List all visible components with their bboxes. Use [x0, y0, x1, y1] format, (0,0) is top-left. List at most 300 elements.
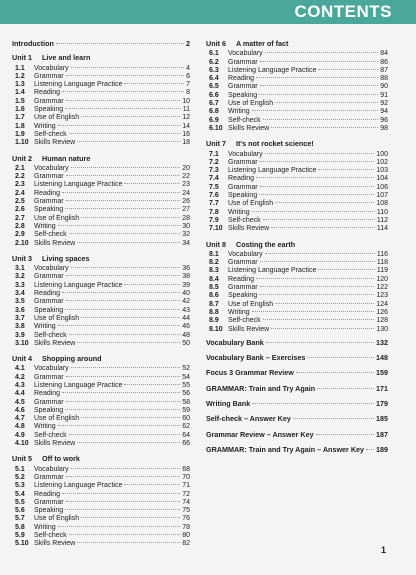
dot-leader: [124, 384, 180, 385]
toc-entry[interactable]: [12, 223, 190, 231]
section-label: Grammar: [34, 498, 64, 506]
toc-entry[interactable]: [12, 265, 190, 273]
extra-label: Writing Bank: [206, 398, 251, 408]
section-number: 6.7: [209, 100, 219, 108]
toc-entry[interactable]: [12, 307, 190, 315]
toc-entry[interactable]: [12, 482, 190, 490]
extra-page: 171: [376, 383, 388, 393]
toc-entry[interactable]: [12, 89, 190, 97]
dot-leader: [62, 392, 180, 393]
section-number: 8.5: [209, 284, 219, 292]
dot-leader: [58, 425, 181, 426]
page-number: 1: [380, 545, 386, 555]
section-page: 8: [186, 89, 190, 97]
toc-entry[interactable]: [206, 108, 388, 116]
toc-entry[interactable]: [12, 131, 190, 139]
dot-leader: [66, 275, 181, 276]
section-label: Reading: [34, 390, 61, 398]
toc-entry[interactable]: [12, 466, 190, 474]
extra-label: GRAMMAR: Train and Try Again – Answer Key: [206, 444, 365, 454]
toc-entry[interactable]: [12, 114, 190, 122]
extra-page: 179: [376, 398, 388, 408]
toc-entry[interactable]: [12, 474, 190, 482]
toc-entry[interactable]: [206, 209, 388, 217]
section-page: 102: [376, 158, 388, 166]
toc-entry[interactable]: [12, 215, 190, 223]
dot-leader: [318, 169, 374, 170]
toc-entry[interactable]: [12, 98, 190, 106]
toc-entry[interactable]: [12, 231, 190, 239]
dot-leader: [62, 91, 184, 92]
dot-leader: [318, 269, 374, 270]
unit-number: Unit 6: [206, 39, 226, 48]
dot-leader: [260, 85, 379, 86]
section-label: Grammar: [228, 83, 258, 91]
extra-label: Grammar Review – Answer Key: [206, 429, 314, 439]
section-page: 18: [182, 139, 190, 147]
toc-entry[interactable]: [206, 175, 388, 183]
dot-leader: [71, 167, 181, 168]
section-label: Writing: [228, 208, 250, 216]
toc-entry[interactable]: [12, 173, 190, 181]
toc-entry[interactable]: [12, 65, 190, 73]
section-page: 56: [182, 390, 190, 398]
dot-leader: [69, 334, 181, 335]
dot-leader: [66, 100, 181, 101]
section-label: Listening Language Practice: [34, 381, 123, 389]
section-label: Vocabulary: [228, 250, 263, 258]
section-number: 5.8: [15, 523, 25, 531]
section-page: 66: [182, 440, 190, 448]
section-number: 7.8: [209, 208, 219, 216]
section-page: 26: [182, 198, 190, 206]
dot-leader: [260, 161, 375, 162]
section-label: Grammar: [34, 173, 64, 181]
section-label: Self-check: [34, 130, 67, 138]
unit-title: Live and learn: [42, 53, 91, 63]
toc-entry[interactable]: [12, 499, 190, 507]
toc-entry[interactable]: [12, 298, 190, 306]
section-number: 6.9: [209, 116, 219, 124]
dot-leader: [256, 177, 374, 178]
toc-entry[interactable]: [12, 374, 190, 382]
toc-entry[interactable]: [12, 415, 190, 423]
section-number: 5.10: [15, 540, 29, 548]
section-label: Speaking: [34, 406, 64, 414]
section-number: 8.8: [209, 308, 219, 316]
dot-leader: [316, 434, 374, 435]
dot-leader: [69, 133, 181, 134]
toc-entry[interactable]: [206, 184, 388, 192]
dot-leader: [66, 501, 181, 502]
toc-entry[interactable]: [206, 317, 388, 325]
section-number: 6.6: [209, 91, 219, 99]
section-label: Listening Language Practice: [34, 81, 123, 89]
unit-heading: [206, 140, 388, 148]
section-label: Use of English: [34, 314, 80, 322]
dot-leader: [124, 83, 184, 84]
section-page: 87: [380, 66, 388, 74]
section-label: Use of English: [34, 214, 80, 222]
section-page: 114: [376, 225, 388, 233]
toc-entry[interactable]: [12, 73, 190, 81]
section-label: Vocabulary: [34, 365, 69, 373]
toc-entry[interactable]: [206, 225, 388, 233]
toc-extra-entry[interactable]: [206, 446, 388, 454]
section-page: 38: [182, 273, 190, 281]
toc-entry[interactable]: [12, 323, 190, 331]
section-label: Self-check: [228, 116, 261, 124]
intro-page: 2: [186, 39, 190, 48]
extra-page: 132: [376, 337, 388, 347]
section-number: 7.4: [209, 175, 219, 183]
section-number: 4.5: [15, 398, 25, 406]
toc-extra-entry[interactable]: [206, 400, 388, 408]
dot-leader: [81, 317, 180, 318]
section-page: 124: [376, 300, 388, 308]
section-label: Writing: [34, 122, 56, 130]
dot-leader: [271, 328, 374, 329]
dot-leader: [77, 342, 180, 343]
toc-entry[interactable]: [206, 301, 388, 309]
section-page: 82: [182, 540, 190, 548]
section-number: 1.1: [15, 64, 25, 72]
section-label: Self-check: [34, 231, 67, 239]
dot-leader: [56, 43, 184, 44]
section-number: 2.2: [15, 173, 25, 181]
section-number: 5.2: [15, 473, 25, 481]
dot-leader: [263, 219, 375, 220]
toc-entry[interactable]: [12, 181, 190, 189]
extra-page: 185: [376, 414, 388, 424]
section-page: 32: [182, 231, 190, 239]
section-page: 72: [182, 490, 190, 498]
section-number: 3.3: [15, 281, 25, 289]
section-number: 1.7: [15, 114, 25, 122]
section-page: 112: [376, 216, 388, 224]
section-page: 46: [182, 323, 190, 331]
section-number: 8.10: [209, 325, 223, 333]
section-number: 4.3: [15, 381, 25, 389]
toc-entry[interactable]: [206, 292, 388, 300]
toc-entry[interactable]: [206, 217, 388, 225]
section-label: Vocabulary: [34, 265, 69, 273]
section-number: 4.4: [15, 390, 25, 398]
dot-leader: [66, 376, 181, 377]
toc-entry[interactable]: [12, 423, 190, 431]
section-number: 7.2: [209, 158, 219, 166]
dot-leader: [69, 534, 181, 535]
toc-entry[interactable]: [206, 200, 388, 208]
toc-entry[interactable]: [206, 83, 388, 91]
section-number: 4.8: [15, 423, 25, 431]
section-page: 70: [182, 473, 190, 481]
section-page: 36: [182, 265, 190, 273]
section-number: 6.1: [209, 50, 219, 58]
section-label: Grammar: [34, 72, 64, 80]
section-page: 84: [380, 50, 388, 58]
section-label: Listening Language Practice: [228, 167, 317, 175]
dot-leader: [66, 75, 185, 76]
unit-title: Off to work: [42, 454, 80, 464]
toc-entry[interactable]: [12, 407, 190, 415]
section-label: Grammar: [228, 284, 258, 292]
section-label: Use of English: [34, 415, 80, 423]
section-number: 7.1: [209, 150, 219, 158]
section-number: 6.10: [209, 124, 223, 132]
toc-entry[interactable]: [206, 92, 388, 100]
toc-entry[interactable]: [12, 123, 190, 131]
section-label: Listening Language Practice: [34, 482, 123, 490]
toc-entry[interactable]: [206, 267, 388, 275]
dot-leader: [259, 94, 378, 95]
dot-leader: [259, 294, 374, 295]
toc-entry[interactable]: [12, 540, 190, 548]
section-label: Writing: [34, 222, 56, 230]
toc-entry[interactable]: [206, 75, 388, 83]
toc-entry[interactable]: [12, 432, 190, 440]
unit-heading: [206, 241, 388, 249]
toc-extra-entry[interactable]: [206, 385, 388, 393]
dot-leader: [81, 217, 180, 218]
section-label: Listening Language Practice: [34, 181, 123, 189]
toc-entry[interactable]: [12, 198, 190, 206]
toc-entry[interactable]: [12, 532, 190, 540]
section-label: Listening Language Practice: [228, 66, 317, 74]
section-page: 27: [182, 206, 190, 214]
section-number: 8.9: [209, 317, 219, 325]
toc-entry[interactable]: [206, 151, 388, 159]
section-number: 8.2: [209, 259, 219, 267]
toc-entry[interactable]: [12, 515, 190, 523]
toc-entry[interactable]: [206, 125, 388, 133]
unit-number: Unit 1: [12, 53, 32, 63]
section-number: 6.5: [209, 83, 219, 91]
toc-entry[interactable]: [206, 251, 388, 259]
toc-extra-entry[interactable]: [206, 354, 388, 362]
toc-entry[interactable]: [12, 165, 190, 173]
toc-entry[interactable]: [206, 326, 388, 334]
toc-entry[interactable]: [206, 167, 388, 175]
section-page: 43: [182, 306, 190, 314]
unit-number: Unit 2: [12, 153, 32, 163]
toc-entry[interactable]: [12, 290, 190, 298]
unit-heading: [12, 255, 190, 263]
dot-leader: [81, 116, 180, 117]
unit-number: Unit 3: [12, 253, 32, 263]
section-page: 60: [182, 415, 190, 423]
section-page: 94: [380, 108, 388, 116]
toc-entry[interactable]: [12, 340, 190, 348]
section-number: 5.6: [15, 507, 25, 515]
section-number: 3.8: [15, 323, 25, 331]
toc-extra-entry[interactable]: [206, 369, 388, 377]
section-label: Skills Review: [34, 440, 76, 448]
section-page: 98: [380, 124, 388, 132]
dot-leader: [62, 493, 180, 494]
section-number: 4.7: [15, 415, 25, 423]
section-number: 1.4: [15, 89, 25, 97]
unit-title: Human nature: [42, 153, 91, 163]
dot-leader: [296, 372, 374, 373]
toc-entry[interactable]: [206, 100, 388, 108]
section-number: 4.2: [15, 373, 25, 381]
section-page: 24: [182, 189, 190, 197]
toc-entry[interactable]: [206, 117, 388, 125]
toc-entry[interactable]: [12, 240, 190, 248]
toc-entry[interactable]: [206, 309, 388, 317]
toc-entry[interactable]: [206, 59, 388, 67]
units-left: [12, 54, 190, 548]
section-label: Use of English: [34, 114, 80, 122]
section-label: Self-check: [228, 216, 261, 224]
section-label: Reading: [34, 290, 61, 298]
section-number: 5.5: [15, 498, 25, 506]
toc-entry[interactable]: [12, 365, 190, 373]
dot-leader: [252, 311, 375, 312]
dot-leader: [263, 119, 379, 120]
toc-entry[interactable]: [206, 276, 388, 284]
toc-entry[interactable]: [206, 159, 388, 167]
dot-leader: [65, 509, 180, 510]
dot-leader: [260, 61, 379, 62]
section-number: 8.6: [209, 292, 219, 300]
section-number: 6.4: [209, 75, 219, 83]
unit-heading: [12, 455, 190, 463]
toc-entry[interactable]: [12, 206, 190, 214]
intro-label: Introduction: [12, 39, 54, 48]
toc-extra-entry[interactable]: [206, 431, 388, 439]
dot-leader: [71, 367, 181, 368]
section-label: Skills Review: [228, 325, 270, 333]
dot-leader: [252, 211, 375, 212]
section-label: Writing: [228, 108, 250, 116]
section-label: Grammar: [228, 259, 258, 267]
dot-leader: [265, 153, 375, 154]
toc-entry[interactable]: [12, 390, 190, 398]
section-page: 76: [182, 515, 190, 523]
toc-extra-entry[interactable]: [206, 415, 388, 423]
section-number: 3.5: [15, 298, 25, 306]
toc-entry[interactable]: [206, 284, 388, 292]
section-page: 108: [376, 200, 388, 208]
section-label: Skills Review: [34, 540, 76, 548]
section-label: Grammar: [34, 97, 64, 105]
dot-leader: [65, 409, 180, 410]
dot-leader: [293, 418, 374, 419]
section-label: Use of English: [34, 515, 80, 523]
section-label: Vocabulary: [228, 150, 263, 158]
section-label: Skills Review: [228, 124, 270, 132]
dot-leader: [252, 110, 379, 111]
toc-entry[interactable]: [206, 259, 388, 267]
dot-leader: [266, 342, 374, 343]
section-number: 2.1: [15, 164, 25, 172]
dot-leader: [81, 417, 180, 418]
toc-entry[interactable]: [12, 139, 190, 147]
section-label: Grammar: [34, 298, 64, 306]
section-label: Vocabulary: [34, 465, 69, 473]
toc-entry[interactable]: [12, 491, 190, 499]
section-page: 10: [182, 97, 190, 105]
section-page: 116: [376, 250, 388, 258]
dot-leader: [265, 52, 379, 53]
toc-entry[interactable]: [12, 382, 190, 390]
toc-entry[interactable]: [206, 192, 388, 200]
section-page: 80: [182, 532, 190, 540]
toc-extra-entry[interactable]: [206, 339, 388, 347]
section-page: 110: [376, 208, 388, 216]
section-page: 14: [182, 122, 190, 130]
section-number: 4.10: [15, 440, 29, 448]
section-number: 7.6: [209, 192, 219, 200]
toc-entry[interactable]: [206, 67, 388, 75]
unit-heading: [12, 355, 190, 363]
dot-leader: [265, 253, 375, 254]
section-number: 2.5: [15, 198, 25, 206]
dot-leader: [259, 194, 374, 195]
dot-leader: [71, 267, 181, 268]
unit-title: Living spaces: [42, 253, 90, 263]
section-label: Writing: [34, 323, 56, 331]
section-page: 104: [376, 175, 388, 183]
dot-leader: [58, 225, 181, 226]
section-page: 6: [186, 72, 190, 80]
dot-leader: [318, 69, 378, 70]
section-label: Grammar: [34, 373, 64, 381]
toc-entry[interactable]: [206, 50, 388, 58]
toc-entry[interactable]: [12, 524, 190, 532]
dot-leader: [81, 517, 180, 518]
section-page: 90: [380, 83, 388, 91]
section-number: 5.4: [15, 490, 25, 498]
section-number: 1.6: [15, 106, 25, 114]
section-page: 106: [376, 183, 388, 191]
section-page: 122: [376, 284, 388, 292]
section-label: Speaking: [34, 507, 64, 515]
section-number: 5.9: [15, 532, 25, 540]
section-page: 68: [182, 465, 190, 473]
section-page: 16: [182, 130, 190, 138]
toc-entry[interactable]: [12, 106, 190, 114]
section-label: Grammar: [34, 398, 64, 406]
toc-entry[interactable]: [12, 190, 190, 198]
toc-entry[interactable]: [12, 507, 190, 515]
section-label: Skills Review: [34, 339, 76, 347]
toc-entry[interactable]: [12, 332, 190, 340]
toc-entry[interactable]: [12, 440, 190, 448]
section-label: Reading: [34, 189, 61, 197]
dot-leader: [77, 242, 180, 243]
section-label: Reading: [34, 89, 61, 97]
toc-entry[interactable]: [12, 282, 190, 290]
toc-entry[interactable]: [12, 315, 190, 323]
section-label: Use of English: [228, 200, 274, 208]
toc-entry[interactable]: [12, 81, 190, 89]
section-page: 86: [380, 58, 388, 66]
dot-leader: [317, 388, 374, 389]
unit-number: Unit 4: [12, 354, 32, 364]
section-page: 92: [380, 100, 388, 108]
intro-entry[interactable]: [12, 40, 190, 48]
toc-entry[interactable]: [12, 399, 190, 407]
dot-leader: [71, 468, 181, 469]
toc-entry[interactable]: [12, 273, 190, 281]
section-number: 7.3: [209, 167, 219, 175]
section-page: 7: [186, 81, 190, 89]
dot-leader: [66, 401, 181, 402]
unit-heading: [12, 155, 190, 163]
